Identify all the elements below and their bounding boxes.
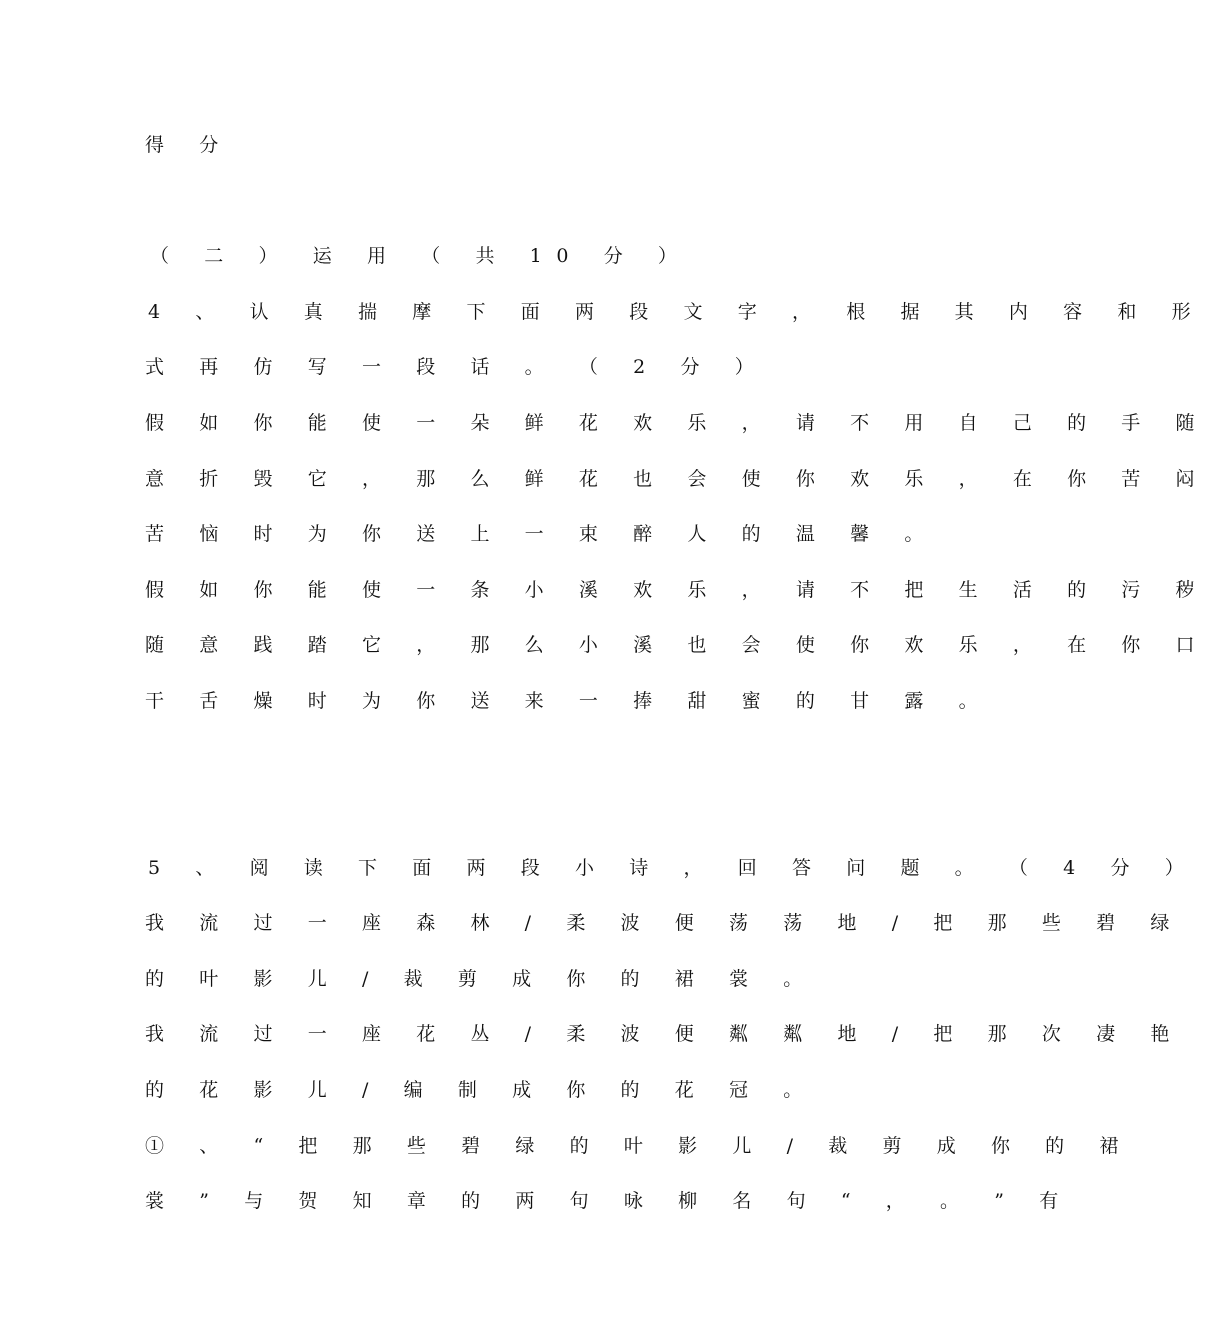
poem-1-line-1: 我 流 过 一 座 森 林 / 柔 波 便 荡 荡 地 / 把 那 些 碧 绿 xyxy=(145,912,1184,934)
question-4-prompt-line-2: 式 再 仿 写 一 段 话 。 （ 2 分 ） xyxy=(145,356,769,378)
question-4-prompt-line-1: 4 、 认 真 揣 摩 下 面 两 段 文 字 ， 根 据 其 内 容 和 形 xyxy=(148,301,1206,323)
sub-question-1-line-2: 裳 ” 与 贺 知 章 的 两 句 咏 柳 名 句 “ ， 。 ” 有 xyxy=(145,1190,1073,1212)
poem-2-line-1: 我 流 过 一 座 花 丛 / 柔 波 便 粼 粼 地 / 把 那 次 凄 艳 xyxy=(145,1023,1184,1045)
sample-paragraph-1-line-3: 苦 恼 时 为 你 送 上 一 束 醉 人 的 温 馨 。 xyxy=(145,523,938,545)
sample-paragraph-1-line-1: 假 如 你 能 使 一 朵 鲜 花 欢 乐 ， 请 不 用 自 己 的 手 随 xyxy=(145,412,1209,434)
sample-paragraph-1-line-2: 意 折 毁 它 ， 那 么 鲜 花 也 会 使 你 欢 乐 ， 在 你 苦 闷 xyxy=(145,468,1209,490)
question-5-prompt: 5 、 阅 读 下 面 两 段 小 诗 ， 回 答 问 题 。 （ 4 分 ） xyxy=(148,857,1199,879)
sub-question-1-line-1: ① 、 “ 把 那 些 碧 绿 的 叶 影 儿 / 裁 剪 成 你 的 裙 xyxy=(145,1135,1134,1157)
sample-paragraph-2-line-1: 假 如 你 能 使 一 条 小 溪 欢 乐 ， 请 不 把 生 活 的 污 秽 xyxy=(145,579,1209,601)
section-title: （ 二 ） 运 用 （ 共 10 分 ） xyxy=(150,245,692,267)
sample-paragraph-2-line-3: 干 舌 燥 时 为 你 送 来 一 捧 甜 蜜 的 甘 露 。 xyxy=(145,690,993,712)
poem-2-line-2: 的 花 影 儿 / 编 制 成 你 的 花 冠 。 xyxy=(145,1079,817,1101)
poem-1-line-2: 的 叶 影 儿 / 裁 剪 成 你 的 裙 裳 。 xyxy=(145,968,817,990)
score-label: 得 分 xyxy=(145,134,233,156)
sample-paragraph-2-line-2: 随 意 践 踏 它 ， 那 么 小 溪 也 会 使 你 欢 乐 ， 在 你 口 xyxy=(145,634,1209,656)
